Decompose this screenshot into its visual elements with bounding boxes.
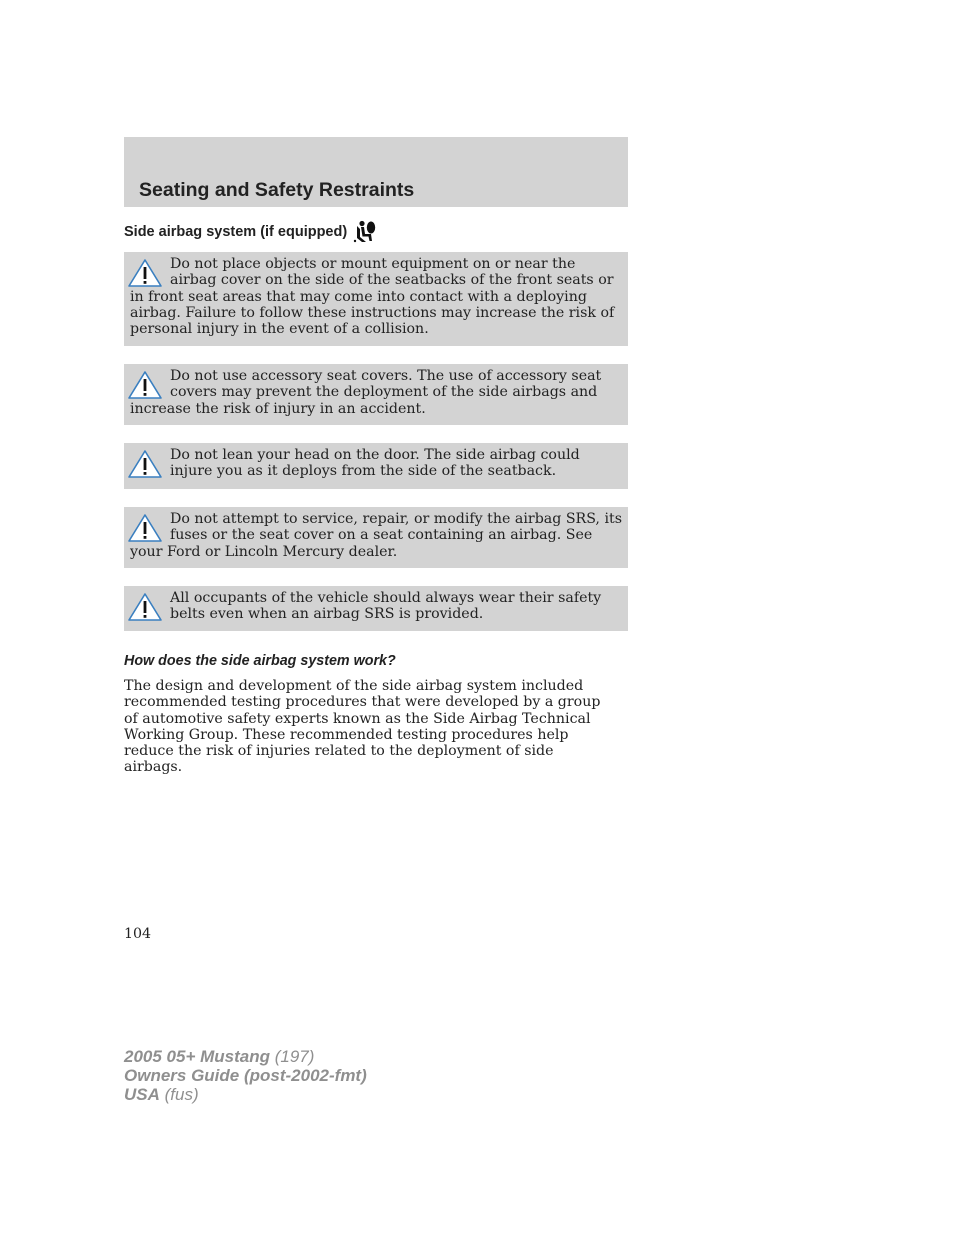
warning-text: Do not attempt to service, repair, or modify the airbag SRS, its fuses or the seat cover on a seat containing an airbag. See your Ford or Lincoln Mercury dealer. [130,511,622,560]
warning-box-1 [124,252,628,346]
warning-text: Do not use accessory seat covers. The use of accessory seat covers may prevent the deployment of the side airbags and increase the risk of injury in an accident. [130,368,602,417]
body-paragraph: The design and development of the side airbag system included recommended testing procedures that were developed by a group of automotive safety experts known as the Side Airbag Technical Working Group. These recommended testing procedures help reduce the risk of injuries related to the deployment of side airbags. [124,678,601,776]
warning-box-3 [124,443,628,489]
warning-triangle-icon [127,592,163,622]
subsection-heading: How does the side airbag system work? [124,653,396,669]
warning-text: Do not place objects or mount equipment on or near the airbag cover on the side of the seatbacks of the front seats or in front seat areas that may come into contact with a deploying airbag. Failure to follow these instructions may increase the risk of personal injury in the event of a collision. [130,256,615,338]
page-number: 104 [124,926,152,942]
warning-text: All occupants of the vehicle should always wear their safety belts even when an airbag SRS is provided. [170,590,602,623]
footer-line-1: 2005 05+ Mustang (197) [124,1047,315,1066]
warning-triangle-icon [127,258,163,288]
seated-occupant-airbag-icon [352,220,376,244]
section-heading [124,220,376,244]
footer-line-2: Owners Guide (post-2002-fmt) [124,1066,367,1085]
page-title: Seating and Safety Restraints [139,179,415,201]
footer-line-3: USA (fus) [124,1085,199,1104]
section-heading-text: Side airbag system (if equipped) [124,224,348,240]
warning-box-5 [124,586,628,631]
warning-triangle-icon [127,449,163,479]
warning-box-4 [124,507,628,568]
warning-box-2 [124,364,628,425]
warning-text: Do not lean your head on the door. The side airbag could injure you as it deploys from the side of the seatback. [170,447,580,480]
warning-triangle-icon [127,513,163,543]
document-footer [124,1047,367,1104]
warning-triangle-icon [127,370,163,400]
section-header-band [124,137,628,207]
